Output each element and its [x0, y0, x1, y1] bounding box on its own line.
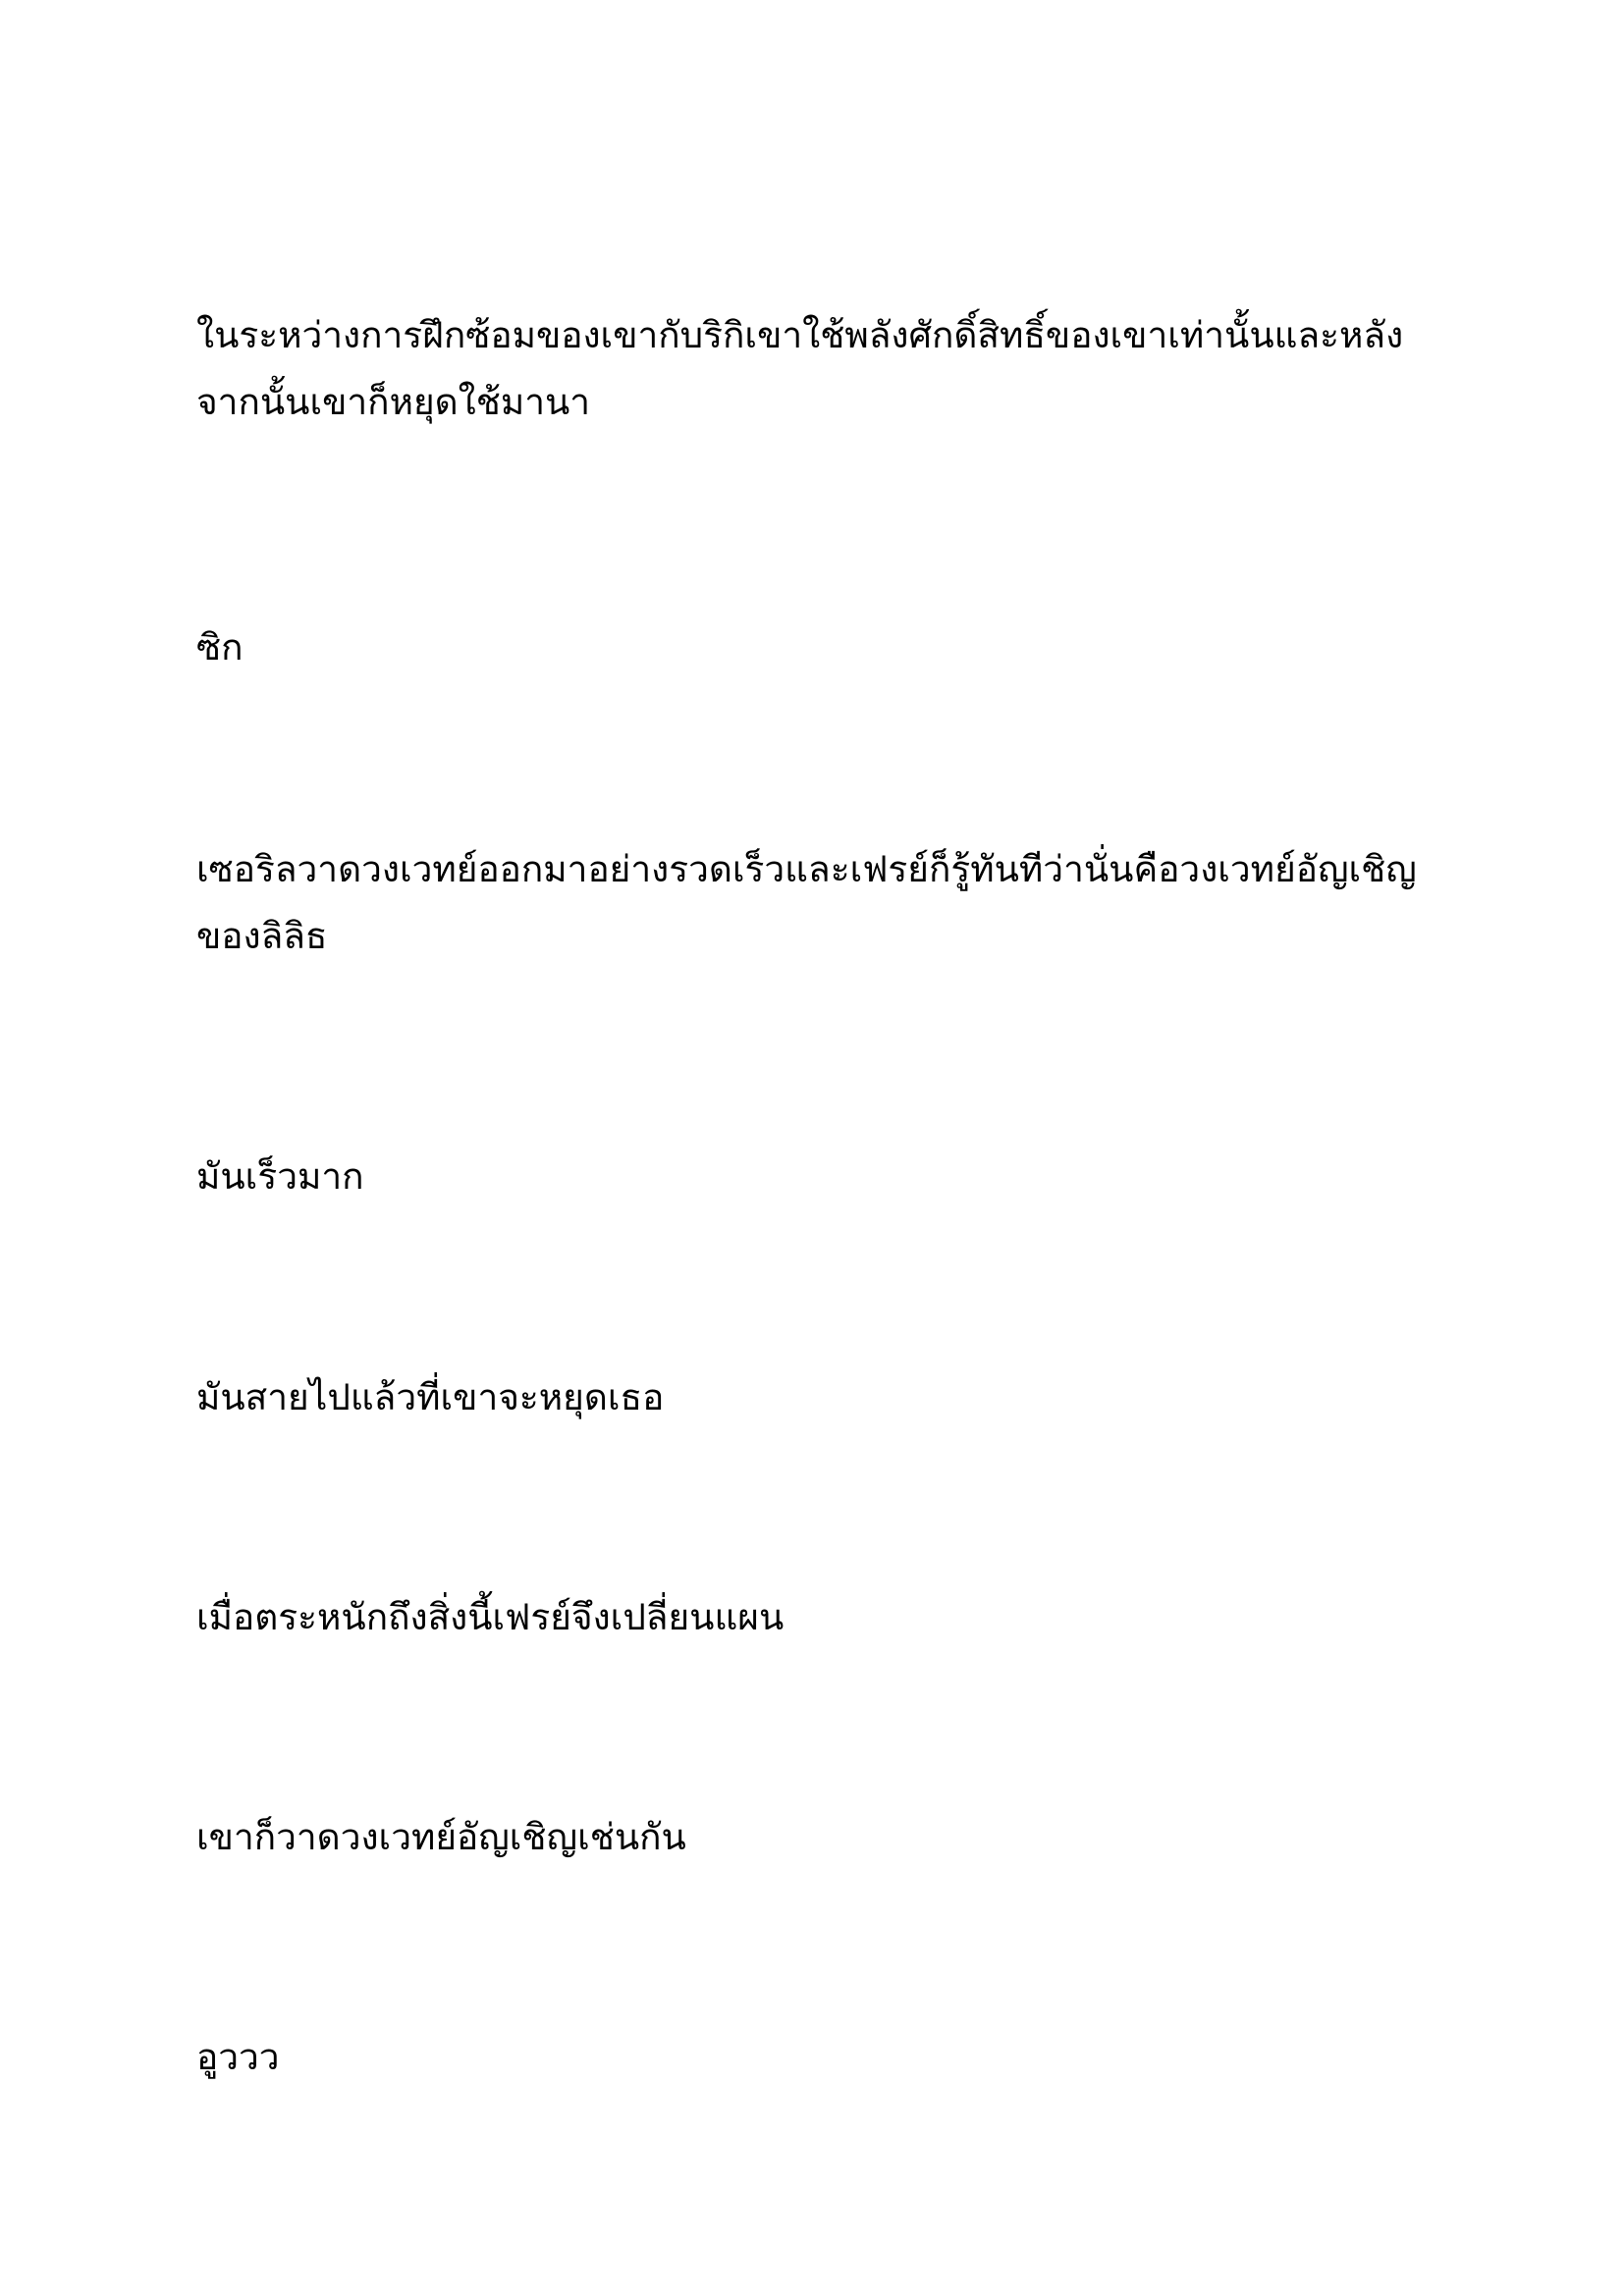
paragraph-1: ในระหว่างการฝึกซ้อมของเขากับริกิเขาใช้พลังศักดิ์สิทธิ์ของเขาเท่านั้นและหลังจากนั้นเขาก็หยุดใช้มานา — [196, 314, 1404, 423]
paragraph-7: เขาก็วาดวงเวทย์อัญเชิญเช่นกัน — [196, 1816, 686, 1858]
paragraph-8: อูววว — [196, 2036, 280, 2078]
paragraph-4: มันเร็วมาก — [196, 1155, 364, 1198]
paragraph-6: เมื่อตระหนักถึงสิ่งนี้เฟรย์จึงเปลี่ยนแผน — [196, 1596, 785, 1638]
paragraph-3: เซอริลวาดวงเวทย์ออกมาอย่างรวดเร็วและเฟรย์ก็รู้ทันทีว่านั่นคือวงเวทย์อัญเชิญของลิลิธ — [196, 848, 1417, 957]
paragraph-5: มันสายไปแล้วที่เขาจะหยุดเธอ — [196, 1376, 665, 1418]
paragraph-2: ซิก — [196, 626, 244, 668]
